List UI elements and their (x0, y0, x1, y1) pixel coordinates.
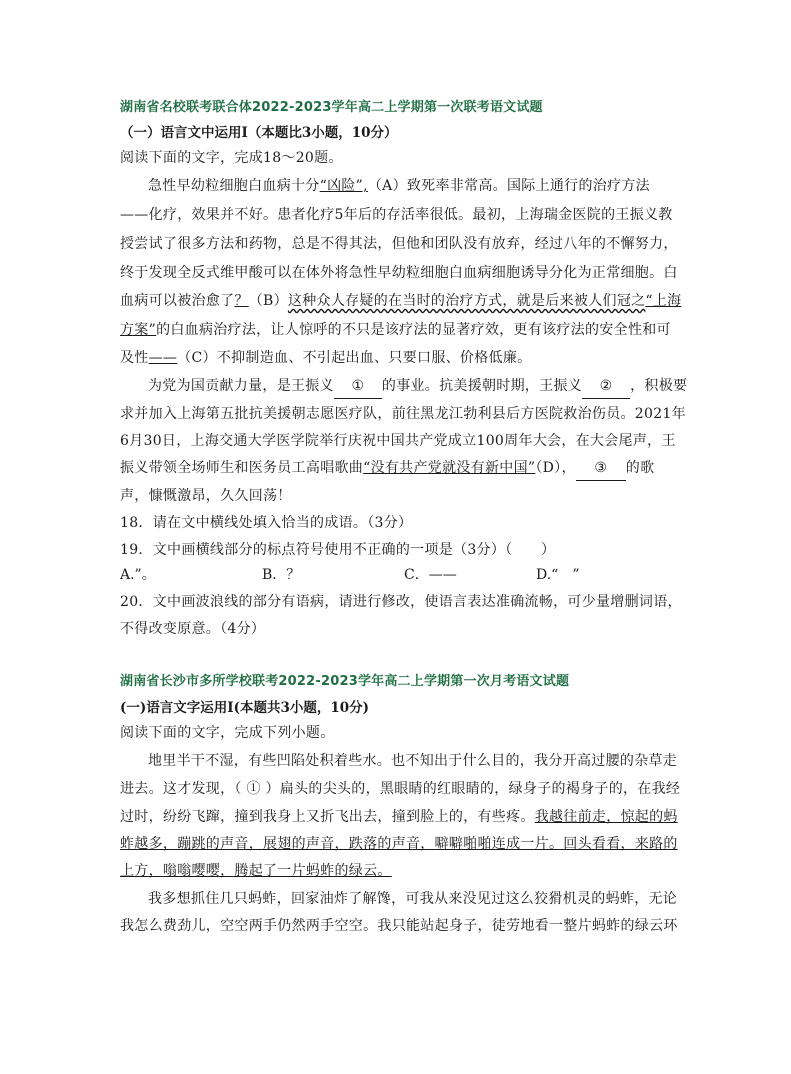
section2-title: 湖南省长沙市多所学校联考2022-2023学年高二上学期第一次月考语文试题 (120, 674, 570, 689)
s1-p2-line3: 6月30日，上海交通大学医学院举行庆祝中国共产党成立100周年大会，在大会尾声，王 (120, 433, 676, 449)
text-span: 过时，纷纷飞蹿，撞到我身上又折飞出去，撞到脸上的，有些疼。 (120, 809, 535, 825)
s1-p1-line6 (120, 318, 671, 342)
s1-p1-line4: 终于发现全反式维甲酸可以在体外将急性早幼粒细胞白血病细胞诱导分化为正常细胞。白 (120, 265, 678, 281)
s1-p2-line2: 求并加入上海第五批抗美援朝志愿医疗队，前往黑龙江勃利县后方医院救治伤员。2021年 (120, 406, 686, 422)
text-span: （D）， (535, 460, 576, 476)
s2-p1-line2: 进去。这才发现，（ ① ）扁头的尖头的，黑眼睛的红眼睛的，绿身子的褐身子的，在我经 (120, 781, 681, 797)
text-span: 血病可以被治愈了 (120, 293, 235, 309)
text-span: 的白血病治疗法，让人惊呼的不只是该疗法的显著疗效，更有该疗法的安全性和可 (156, 322, 671, 338)
s1-p1-line5 (120, 289, 681, 313)
section2-intro: 阅读下面的文字，完成下列小题。 (120, 725, 335, 741)
s1-p1-line2: ——化疗，效果并不好。患者化疗5年后的存活率很低。最初，上海瑞金医院的王振义教 (120, 207, 673, 223)
blank-1: ① (334, 374, 382, 399)
wavy-underlined-text: 这种众人存疑的在当时的治疗方式，就是后来被人们冠之 (287, 293, 646, 309)
option-b: B．？ (262, 567, 301, 583)
underlined-text: 方案” (120, 322, 157, 338)
text-span: ，积极要 (630, 378, 688, 394)
underlined-text: “凶险”, (319, 178, 368, 194)
text-span: 急性早幼粒细胞白血病十分 (148, 178, 320, 194)
s1-p1-line1 (148, 174, 650, 198)
text-span: （A）致死率非常高。国际上通行的治疗方法 (367, 178, 650, 194)
text-span: 的歌 (625, 460, 655, 476)
question-18: 18．请在文中横线处填入恰当的成语。（3分） (120, 515, 413, 531)
underlined-text: 上方，嗡嗡嘤嘤，腾起了一片蚂蚱的绿云。 (120, 863, 392, 879)
question-19: 19．文中画横线部分的标点符号使用不正确的一项是（3分）（ ） (120, 542, 556, 558)
underlined-text: “没有共产党就没有新中国” (363, 460, 536, 476)
s1-p2-line5: 声，慷慨激昂，久久回荡！ (120, 488, 292, 504)
section1-intro: 阅读下面的文字，完成18～20题。 (120, 150, 343, 166)
underlined-text: 蚱越多，蹦跳的声音，展翅的声音，跌落的声音，噼噼啪啪连成一片。回头看看，来路的 (120, 836, 678, 852)
s1-p2-line1 (148, 374, 687, 399)
text-span: 及性 (120, 350, 149, 366)
s2-p1-line3 (120, 805, 678, 829)
question-20-line1: 20．文中画波浪线的部分有语病，请进行修改，使语言表达准确流畅，可少量增删词语， (120, 594, 682, 610)
text-span: （C）不抑制造血、不引起出血、只要口服、价格低廉。 (177, 350, 532, 366)
s2-p1-line1: 地里半干不湿，有些凹陷处积着些水。也不知出于什么目的，我分开高过腰的杂草走 (148, 753, 678, 769)
question-20-line2: 不得改变原意。（4分） (120, 621, 266, 637)
section2-subtitle: (一)语言文字运用Ⅰ(本题共3小题，10分) (120, 700, 370, 716)
section1-title: 湖南省名校联考联合体2022-2023学年高二上学期第一次联考语文试题 (120, 100, 543, 115)
option-a: A.”。 (120, 567, 156, 583)
s2-p2-line1: 我多想抓住几只蚂蚱，回家油炸了解馋，可我从来没见过这么狡猾机灵的蚂蚱，无论 (148, 891, 678, 907)
s1-p1-line3: 授尝试了很多方法和药物，总是不得其法，但他和团队没有放弃，经过八年的不懈努力， (120, 236, 678, 252)
s1-p1-line7 (120, 346, 531, 370)
s1-p2-line4 (120, 456, 654, 481)
underlined-text: “上海 (645, 293, 682, 309)
option-d: D.“ ” (536, 567, 580, 583)
underlined-text: —— (148, 350, 178, 366)
underlined-text: ？ (234, 293, 249, 309)
text-span: 振义带领全场师生和医务员工高唱歌曲 (120, 460, 364, 476)
text-span: （B） (248, 293, 288, 309)
option-c: C．—— (404, 567, 457, 583)
blank-3: ③ (576, 456, 626, 481)
s2-p1-line5 (120, 859, 392, 883)
text-span: 的事业。抗美援朝时期，王振义 (381, 378, 583, 394)
s2-p2-line2: 我怎么费劲儿，空空两手仍然两手空空。我只能站起身子，徒劳地看一整片蚂蚱的绿云环 (120, 918, 678, 934)
blank-2: ② (582, 374, 630, 399)
text-span: 为党为国贡献力量，是王振义 (148, 378, 334, 394)
underlined-text: 我越往前走，惊起的蚂 (534, 809, 678, 825)
section1-subtitle: （一）语言文中运用Ⅰ（本题比3小题，10分） (120, 125, 398, 141)
s2-p1-line4 (120, 832, 678, 856)
